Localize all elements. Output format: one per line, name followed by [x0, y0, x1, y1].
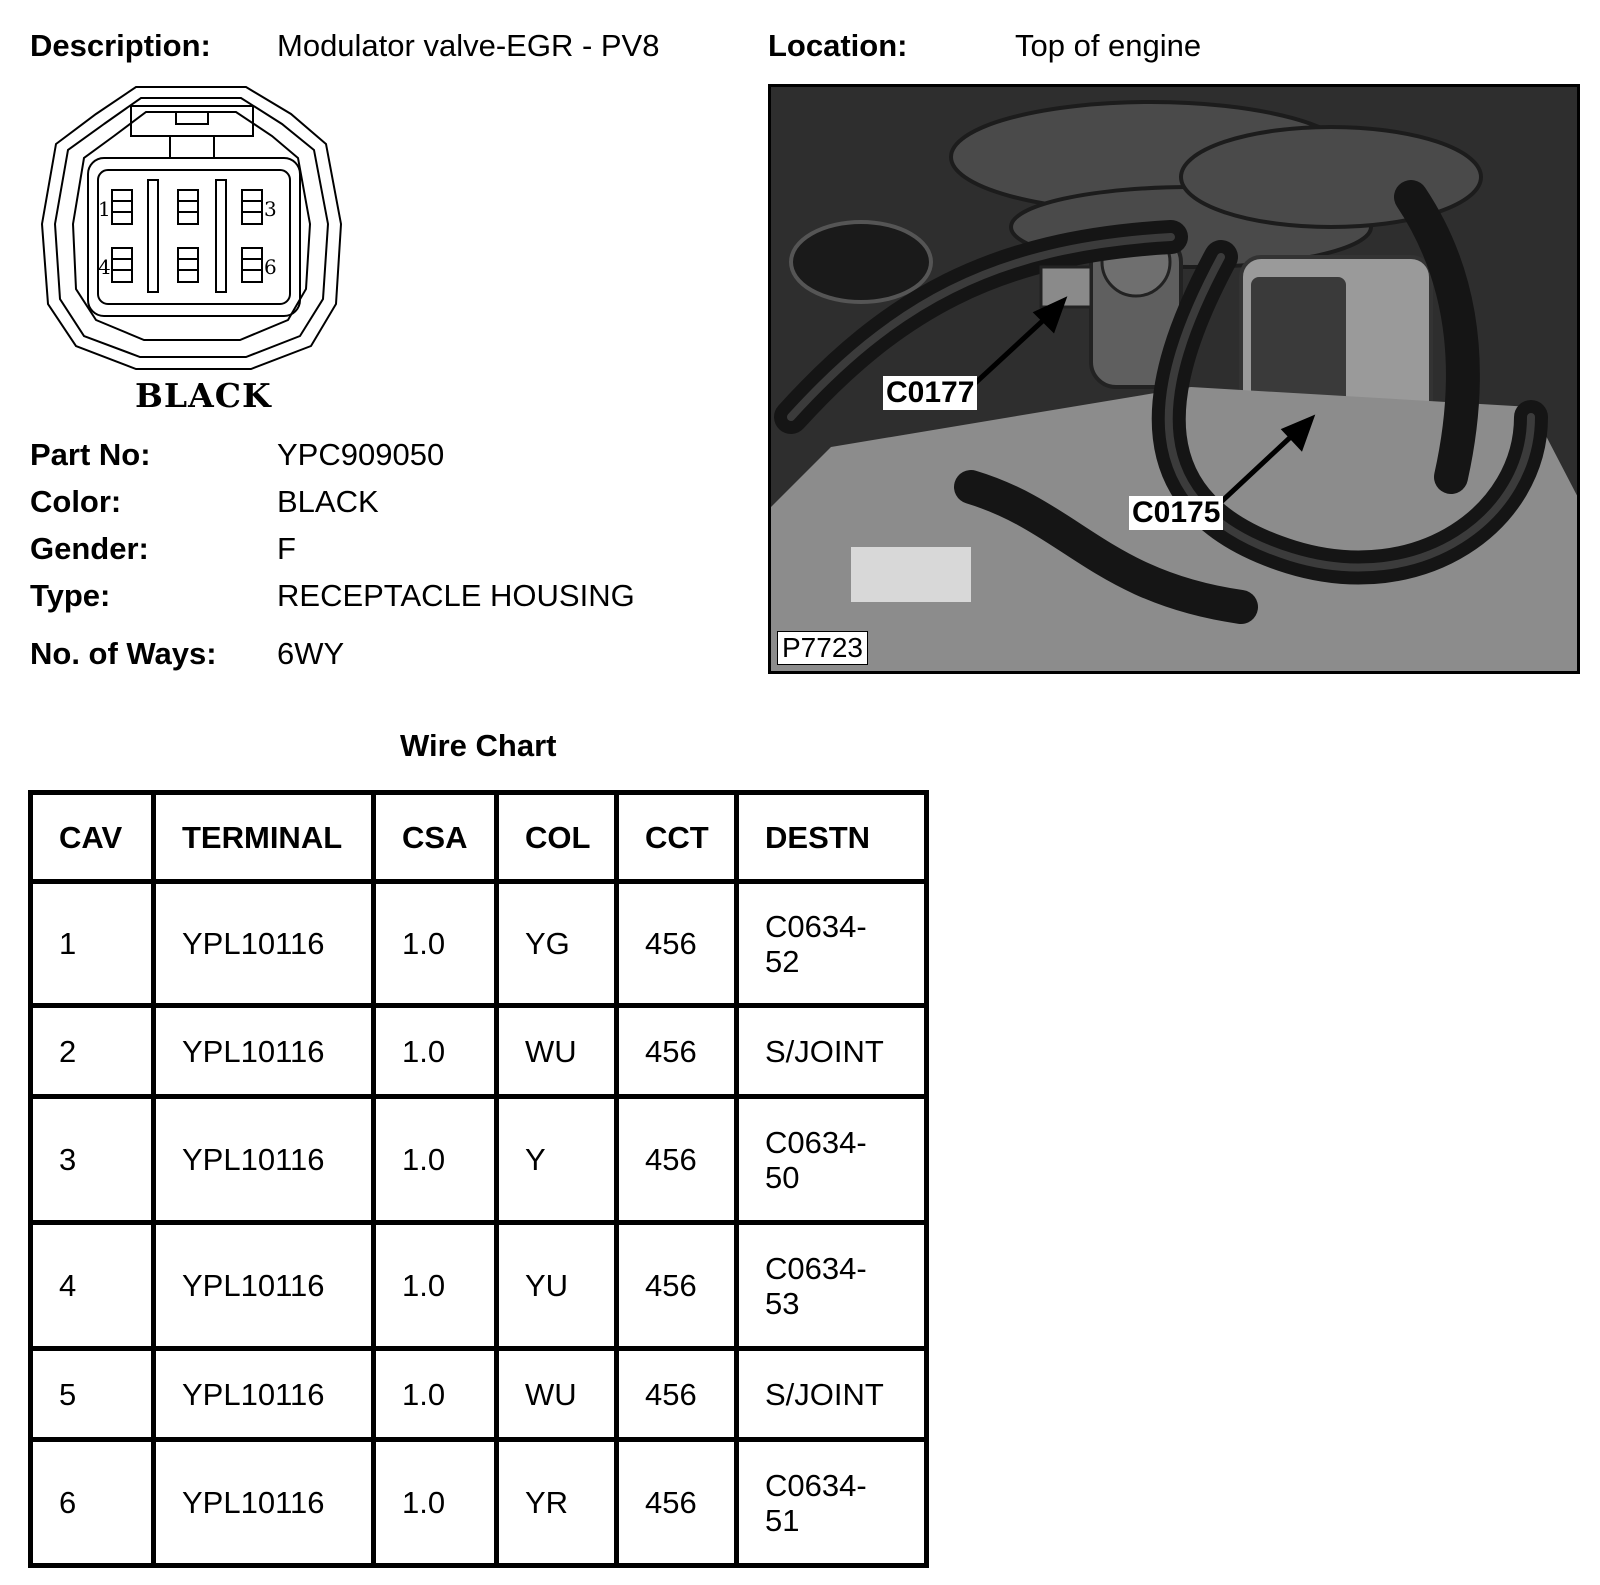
- cell-col: WU: [497, 1006, 617, 1097]
- destn-line-1: S/JOINT: [765, 1376, 884, 1412]
- callout-c0175: C0175: [1129, 496, 1223, 530]
- destn-line-2: 50: [765, 1159, 800, 1195]
- cell-terminal: YPL10116: [154, 1006, 374, 1097]
- cell-cct: 456: [617, 882, 737, 1006]
- table-header-row: [31, 793, 927, 882]
- description-value: Modulator valve-EGR - PV8: [277, 28, 660, 63]
- pin-label: 1: [98, 197, 111, 221]
- cell-col: YR: [497, 1440, 617, 1566]
- ways-label: No. of Ways:: [30, 636, 217, 671]
- cell-terminal: YPL10116: [154, 1223, 374, 1349]
- cell-csa: 1.0: [374, 1349, 497, 1440]
- cell-cav: 1: [31, 882, 154, 1006]
- cell-cct: 456: [617, 1006, 737, 1097]
- cell-terminal: YPL10116: [154, 1349, 374, 1440]
- cell-cav: 2: [31, 1006, 154, 1097]
- cell-cav: 6: [31, 1440, 154, 1566]
- table-row: [31, 1349, 927, 1440]
- destn-line-1: S/JOINT: [765, 1033, 884, 1069]
- destn-line-2: 52: [765, 943, 800, 979]
- cell-cct: 456: [617, 1223, 737, 1349]
- cell-destn: [737, 1223, 927, 1349]
- cell-terminal: YPL10116: [154, 1097, 374, 1223]
- gender-label: Gender:: [30, 531, 149, 566]
- cell-col: YU: [497, 1223, 617, 1349]
- cell-col: Y: [497, 1097, 617, 1223]
- pin-label: 3: [264, 197, 277, 221]
- table-row: [31, 1223, 927, 1349]
- cell-cct: 456: [617, 1097, 737, 1223]
- cell-col: WU: [497, 1349, 617, 1440]
- cell-cav: 3: [31, 1097, 154, 1223]
- connector-color-label: BLACK: [135, 376, 272, 415]
- header-terminal: TERMINAL: [154, 793, 374, 882]
- cell-destn: [737, 1006, 927, 1097]
- cell-csa: 1.0: [374, 1097, 497, 1223]
- header-destn: DESTN: [737, 793, 927, 882]
- cell-destn: [737, 1097, 927, 1223]
- wire-chart-table: [28, 790, 929, 1568]
- header-cct: CCT: [617, 793, 737, 882]
- connector-face-diagram-icon: [36, 84, 356, 374]
- header-col: COL: [497, 793, 617, 882]
- part-no-label: Part No:: [30, 437, 151, 472]
- gender-value: F: [277, 531, 296, 566]
- destn-line-1: C0634-: [765, 1250, 867, 1286]
- table-row: [31, 882, 927, 1006]
- cell-cav: 5: [31, 1349, 154, 1440]
- destn-line-2: 53: [765, 1285, 800, 1321]
- table-row: [31, 1097, 927, 1223]
- engine-location-photo: [768, 84, 1580, 674]
- location-label: Location:: [768, 28, 908, 63]
- header-csa: CSA: [374, 793, 497, 882]
- table-row: [31, 1006, 927, 1097]
- table-row: [31, 1440, 927, 1566]
- cell-col: YG: [497, 882, 617, 1006]
- type-value: RECEPTACLE HOUSING: [277, 578, 635, 613]
- cell-csa: 1.0: [374, 882, 497, 1006]
- cell-csa: 1.0: [374, 1006, 497, 1097]
- cell-destn: [737, 1349, 927, 1440]
- destn-line-1: C0634-: [765, 1467, 867, 1503]
- wire-chart-title: Wire Chart: [400, 728, 557, 763]
- part-no-value: YPC909050: [277, 437, 445, 472]
- cell-cct: 456: [617, 1349, 737, 1440]
- cell-terminal: YPL10116: [154, 1440, 374, 1566]
- description-label: Description:: [30, 28, 211, 63]
- connector-face-diagram: [36, 84, 356, 379]
- cell-terminal: YPL10116: [154, 882, 374, 1006]
- cell-csa: 1.0: [374, 1223, 497, 1349]
- header-cav: CAV: [31, 793, 154, 882]
- destn-line-2: 51: [765, 1502, 800, 1538]
- cell-cav: 4: [31, 1223, 154, 1349]
- type-label: Type:: [30, 578, 111, 613]
- location-value: Top of engine: [1015, 28, 1202, 63]
- photo-id-label: P7723: [777, 631, 868, 665]
- color-value: BLACK: [277, 484, 379, 519]
- color-label: Color:: [30, 484, 122, 519]
- pin-label: 4: [98, 255, 111, 279]
- callout-c0177: C0177: [883, 376, 977, 410]
- cell-destn: [737, 882, 927, 1006]
- cell-csa: 1.0: [374, 1440, 497, 1566]
- cell-cct: 456: [617, 1440, 737, 1566]
- pin-label: 6: [264, 255, 277, 279]
- destn-line-1: C0634-: [765, 1124, 867, 1160]
- cell-destn: [737, 1440, 927, 1566]
- destn-line-1: C0634-: [765, 908, 867, 944]
- ways-value: 6WY: [277, 636, 345, 671]
